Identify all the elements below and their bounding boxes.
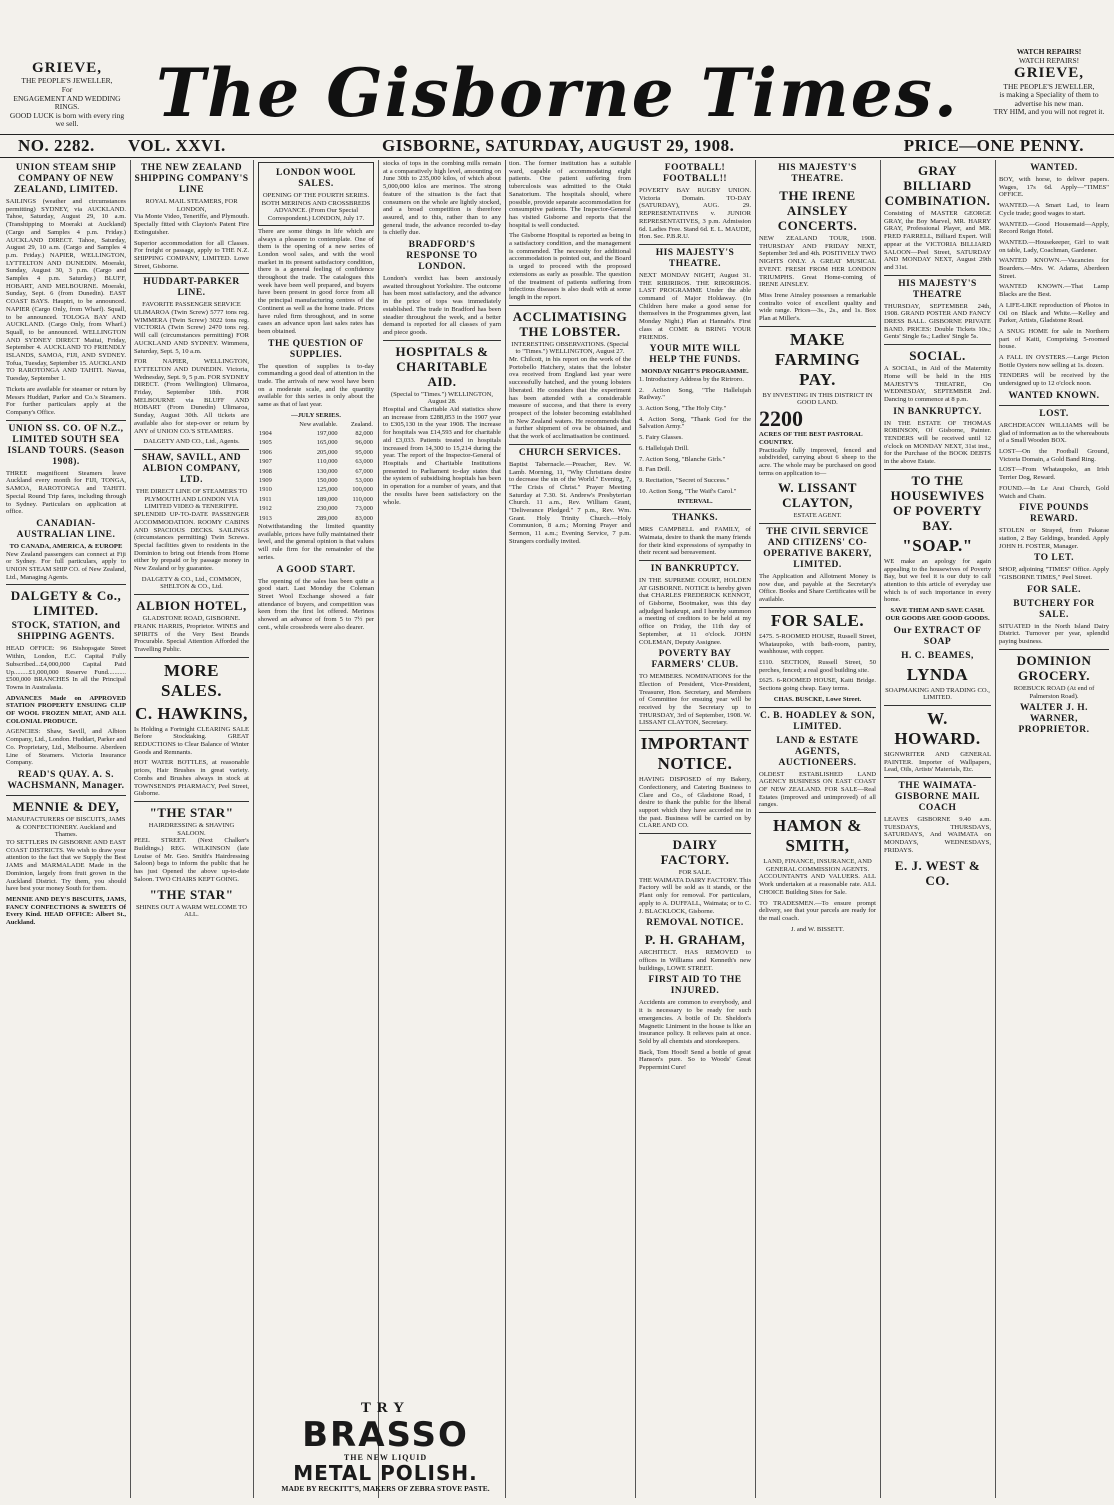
table-cell: 1904: [259, 429, 272, 437]
warner-signature: WALTER J. H. WARNER, PROPRIETOR.: [1018, 703, 1090, 736]
bankrupt-estate-heading: IN BANKRUPTCY.: [893, 406, 982, 417]
football-text: POVERTY BAY RUGBY UNION. Victoria Domain. TO-DAY (SATURDAY), AUG. 29. REPRESENTATIVES v. JUNIOR REPRESENTATIVES, 3 p.m. Admission 6d. Ladies Free. Stand 6d. E. L. MAUDE, Hon. Sec. P.B.R.U.: [639, 187, 751, 241]
left-ear-line2: For: [61, 84, 73, 94]
for-sale-heading-9: FOR SALE.: [1026, 584, 1082, 595]
advances-text: ADVANCES Made on APPROVED STATION PROPERTY ENSUING CLIP OF WOOL FROZEN MEAT, AND ALL COLONIAL PRODUCE.: [6, 694, 126, 725]
to-let-text: SHOP, adjoining "TIMES" Office. Apply "GISBORNE TIMES," Peel Street.: [999, 566, 1109, 582]
shaw-savill-agents: DALGETY & CO., Ltd., COMMON, SHELTON & CO., Ltd.: [141, 575, 242, 591]
lost-item: LOST—From Whataupoko, an Irish Terrier Dog, Reward.: [999, 466, 1109, 482]
canadian-line-text: New Zealand passengers can connect at Fiji or Sydney. For full particulars, apply to UNION STEAM SHIP CO. of New Zealand, Ltd., Managing Agents.: [6, 550, 126, 581]
supplies-heading: THE QUESTION OF SUPPLIES.: [268, 338, 364, 360]
extract-of-soap: Our EXTRACT OF SOAP: [893, 625, 982, 647]
table-cell: 130,000: [316, 467, 338, 475]
table-row: [258, 514, 374, 523]
volume-number: VOL. XXVI.: [128, 136, 226, 155]
albion-hotel-text: FRANK HARRIS, Proprietor. WINES and SPIRITS of the Very Best Brands Procurable. Special Attention Afforded the Travelling Public.: [134, 622, 249, 653]
brasso-reckitt: MADE BY RECKITT'S, MAKERS OF ZEBRA STOVE PASTE.: [281, 1484, 490, 1493]
wool-table-header: New available.: [299, 420, 338, 428]
peppermint-jingle: Back, Tom Hood! Send a bottle of great Hanson's pure. So to Woods' Great Peppermint Cure!: [639, 1048, 751, 1072]
wanted-known-heading: WANTED KNOWN.: [1008, 390, 1100, 401]
right-ear-name: GRIEVE,: [1014, 65, 1084, 82]
important-notice-heading: IMPORTANT NOTICE.: [640, 734, 750, 774]
make-farming-pay-heading: MAKE FARMING PAY.: [774, 329, 861, 389]
table-row: [258, 438, 374, 447]
newspaper-title: The Gisborne Times.: [156, 54, 959, 132]
programme-item: 2. Action Song, "The Hallelujah Railway.": [639, 386, 751, 402]
left-ear-line4: RINGS.: [54, 102, 80, 112]
hawkins-heading: C. HAWKINS,: [135, 703, 248, 723]
programme-heading: MONDAY NIGHT'S PROGRAMME.: [641, 368, 749, 376]
left-ear-line3: ENGAGEMENT AND WEDDING: [13, 93, 121, 103]
column-8: [884, 160, 991, 1500]
hospitals-continued-2: The Gisborne Hospital is reported as being in a satisfactory condition, and the management is commended. The necessity for additional accommodation is pointed out, and the Board is urged to proceed with the proposed extensions as early as possible. The question of the treatment of patients suffering from infectious diseases is also dealt with at some length in the report.: [509, 232, 631, 301]
clayton-sub: ESTATE AGENT.: [793, 512, 842, 520]
theatre-text: NEXT MONDAY NIGHT, August 31. THE RIRIRIROS. THE RIRORIROS. LAST PROGRAMME Under the able command of Major Holdaway. (In Children here make a good sense for themselves in the Programmes given, last Monday Night.) Plan at Hannah's. First class at COME & BRING YOUR FRIENDS.: [639, 271, 751, 341]
lynda-sub: SOAPMAKING AND TRADING CO., LIMITED.: [885, 686, 990, 702]
sale-item-3: £625. 6-ROOMED HOUSE, Kaiti Bridge. Sections going cheap. Easy terms.: [759, 677, 876, 693]
column-rule: [995, 160, 996, 1498]
reward-heading: FIVE POUNDS REWARD.: [1019, 503, 1089, 525]
right-ear-line2: is making a Speciality of them to advertise his new man.: [999, 90, 1099, 108]
lost-item: FOUND.—In Le Arai Church, Gold Watch and Chain.: [999, 484, 1109, 500]
table-cell: 110,000: [317, 458, 338, 466]
divider: [6, 795, 126, 796]
divider: [759, 607, 876, 608]
divider: [6, 420, 126, 421]
union-steam-heading: UNION STEAM SHIP COMPANY OF NEW ZEALAND, LIMITED.: [13, 163, 119, 195]
mennie-dey-tail: MENNIE AND DEY'S BISCUITS, JAMS, FANCY CONFECTIONS & SWEETS Of Every Kind. HEAD OFFICE: Albert St., Auckland.: [6, 896, 126, 927]
church-heading: CHURCH SERVICES.: [518, 447, 622, 458]
nz-shipping-tail: Superior accommodation for all Classes. For freight or passage, apply to THE N.Z. SHIPPING COMPANY, LIMITED. Lowe Street, Gisborne.: [134, 239, 249, 270]
column-9: [999, 160, 1109, 1500]
wool-sales-sub: OPENING OF THE FOURTH SERIES. BOTH MERINOS AND CROSSBREDS ADVANCE. (From Our Special Correspondent.) LONDON, July 17.: [261, 192, 371, 223]
thanks-text: MRS CAMPBELL and FAMILY, of Waimata, desire to thank the many friends for their kind expressions of sympathy in their recent sad bereavement.: [639, 526, 751, 557]
brasso-new-liquid: THE NEW LIQUID: [343, 1453, 428, 1462]
left-ear-name: GRIEVE,: [32, 60, 102, 76]
table-cell: 1905: [259, 439, 272, 447]
column-rule: [635, 160, 636, 1498]
canadian-line-sub: TO CANADA, AMERICA, & EUROPE: [9, 542, 123, 550]
table-cell: 1912: [259, 505, 272, 513]
table-cell: 110,000: [352, 495, 373, 503]
hamon-smith-sub: LAND, FINANCE, INSURANCE, AND GENERAL COMMISSION AGENTS.: [763, 858, 872, 873]
civil-service-text: The Application and Allotment Money is now due, and payable at the Secretary's Office. Books and Share Certificates will be available.: [759, 573, 876, 604]
column-6: [639, 160, 751, 1500]
irene-text-2: Miss Irene Ainsley possesses a remarkable contralto voice of excellent quality and wide range. Prices—3s., 2s., and 1s. Box Plan at Miller's.: [759, 291, 876, 323]
divider: [759, 707, 876, 708]
table-cell: 83,000: [355, 514, 373, 522]
issue-date: GISBORNE, SATURDAY, AUGUST 29, 1908.: [382, 136, 735, 155]
acres-text: ACRES OF THE BEST PASTORAL COUNTRY.: [759, 431, 863, 446]
brasso-metal-polish: METAL POLISH.: [293, 1461, 478, 1485]
shaw-savill-heading: SHAW, SAVILL, AND ALBION COMPANY, LTD.: [141, 452, 242, 485]
star-sub: HAIRDRESSING & SHAVING SALOON.: [148, 821, 235, 837]
lifelike-ad: A LIFE-LIKE reproduction of Photos in Oil on Black and White.—Kelley and Parker, Artists, Gladstone Road.: [999, 301, 1109, 325]
billiard-text: Consisting of MASTER GEORGE GRAY, the Boy Marvel, MR. HARRY GRAY, Professional Player, and MR. FRED FARRELL, Billiard Expert. Will appear at the VICTORIA BILLIARD SALOON—Peel Street, SATURDAY AND MONDAY NEXT, August 29th and 31st.: [884, 210, 991, 271]
programme-item: 9. Recitation, "Secret of Success.": [639, 476, 730, 484]
divider: [383, 340, 501, 341]
brasso-name: BRASSO: [302, 1415, 469, 1455]
issue-number: NO. 2282.: [18, 136, 95, 155]
removal-heading: REMOVAL NOTICE.: [646, 918, 744, 929]
good-start-heading: A GOOD START.: [276, 564, 356, 575]
mennie-dey-text: TO SETTLERS IN GISBORNE AND EAST COAST DISTRICTS. We wish to draw your attention to the fact that we Supply the Best JAMS and MARMALADE Made in the Dominion, largely from fruit grown in the Auckland District. Try them, you should have best your money South for them.: [6, 839, 126, 893]
wool-continued-text: stocks of tops in the combing mills remain at a comparatively high level, amounting on June 30th to 235,000 kilos, of which about 5,000,000 kilos are merinos. The strong feature of the situation is the fact that consumers on the whole are lightly stocked, and a broad competition is therefore assured, and to this, rather than to any general trade, the advance recorded to-day is chiefly due.: [383, 160, 501, 237]
table-cell: 63,000: [355, 458, 373, 466]
programme-item: 7. Action Song, "Blanche Girls.": [639, 455, 726, 463]
table-row: [258, 457, 374, 466]
table-cell: 150,000: [316, 477, 338, 485]
wool-sales-heading: LONDON WOOL SALES.: [275, 168, 356, 189]
column-5: [509, 160, 631, 1500]
table-cell: 1910: [259, 486, 272, 494]
divider: [639, 833, 751, 834]
mennie-dey-heading: MENNIE & DEY,: [12, 798, 120, 814]
dalgety-text: HEAD OFFICE: 96 Bishopsgate Street Within, London, E.C. Capital Fully Subscribed...£4,000,000 Capital Paid Up.........£1,000,000 Reserve Fund...........£500,000 BRANCHES In all the Principal Towns in Australasia.: [6, 645, 126, 691]
nz-shipping-text: Via Monte Video, Teneriffe, and Plymouth. Specially fitted with Clayton's Patent Fire Extinguisher.: [134, 213, 249, 236]
civil-service-heading: THE CIVIL SERVICE AND CITIZENS' CO-OPERATIVE BAKERY, LIMITED.: [763, 527, 872, 571]
good-start-text: The opening of the sales has been quite a good start. Last Monday the Coleman Street Wool Exchange showed a fair attendance of buyers, and competition was keen from the first lot offered. Merinos showed an advance of from 5 to 7½ per cent., while crossbreds were also dearer.: [258, 577, 374, 631]
shaw-savill-text: SPLENDID UP-TO-DATE PASSENGER ACCOMMODATION. ROOMY CABINS AND SPACIOUS DECKS. SAILINGS (circumstances permitting) Twin Screws. Special facilities given to residents in the Dominion to bring out friends from Home either by prepaid or by passage money in New Zealand or by guarantee.: [134, 511, 249, 573]
right-ear-advert: [990, 48, 1108, 117]
divider: [134, 594, 249, 595]
mennie-dey-sub: MANUFACTURERS OF BISCUITS, JAMS & CONFECTIONERY. Auckland and Thames.: [6, 815, 126, 839]
good-goods-slogan: OUR GOODS ARE GOOD GOODS.: [885, 614, 990, 622]
wool-sales-box: [258, 162, 374, 226]
west-heading: E. J. WEST & CO.: [894, 857, 981, 888]
table-cell: 1909: [259, 477, 272, 485]
divider: [884, 469, 991, 470]
first-aid-text: Accidents are common to everybody, and it is necessary to be ready for such emergencies. A bottle of Dr. Sheldon's Magnetic Liniment in the house is like an insurance policy. It relieves pain at once. Sold by all chemists and storekeepers.: [639, 999, 751, 1045]
irene-text: NEW ZEALAND TOUR, 1908. THURSDAY AND FRIDAY NEXT, September 3rd and 4th. POSITIVELY TWO NIGHTS ONLY. A GREAT MUSICAL EVENT. FRESH FROM HER LONDON TRIUMPHS. Great Home-coming of IRENE AINSLEY.: [759, 235, 876, 289]
dominion-grocery-heading: DOMINION GROCERY.: [1016, 652, 1092, 683]
dairy-factory-heading: DAIRY FACTORY.: [660, 837, 730, 868]
lost-item: LOST—On the Football Ground, Victoria Domain, a Gold Band Ring.: [999, 447, 1109, 463]
table-cell: 73,000: [355, 505, 373, 513]
buscke-signature: CHAS. BUSCKE, Lowe Street.: [773, 695, 862, 703]
sale-item-2: £110. SECTION, Russell Street, 50 perches, fenced; a real good building site.: [759, 658, 876, 674]
snug-home-ad: A SNUG HOME for sale in Northern part of Kaiti, Comprising 5-roomed house.: [999, 327, 1109, 351]
table-row: [258, 504, 374, 513]
tenders-ad: TENDERS will be received by the undersigned up to 12 o'clock noon.: [999, 372, 1109, 388]
hot-water-bottles: HOT WATER BOTTLES, at reasonable prices, Hair Brushes in great variety. Combs and Brushes always in stock at TOWNSEND'S PHARMACY, Peel Street, Gisborne.: [134, 759, 249, 798]
wanted-list: [999, 176, 1109, 299]
column-rule: [130, 160, 131, 1498]
divider: [884, 275, 991, 276]
stock-station-heading: STOCK, STATION, and SHIPPING AGENTS.: [11, 621, 121, 643]
right-ear-line1: THE PEOPLE'S JEWELLER,: [1003, 81, 1095, 91]
table-cell: 96,000: [355, 439, 373, 447]
wanted-heading: WANTED.: [1030, 163, 1078, 173]
divider: [509, 444, 631, 445]
table-cell: 1908: [259, 467, 272, 475]
divider: [6, 584, 126, 585]
divider: [134, 273, 249, 274]
dalgety-heading: DALGETY & Co., LIMITED.: [10, 588, 122, 619]
wool-table-header: [258, 420, 280, 429]
lynda-heading: LYNDA: [906, 664, 969, 684]
theatre-heading: HIS MAJESTY'S THEATRE.: [655, 247, 735, 269]
programme-item: 5. Fairy Glasses.: [639, 434, 683, 442]
column-2: [134, 160, 249, 1500]
lost-heading: LOST.: [1039, 408, 1069, 419]
table-cell: 53,000: [355, 477, 373, 485]
wool-sales-text: There are some things in life which are always a pleasure to contemplate. One of them is the opening of a new series of London wool sales, and with the wool market in its present satisfactory condition, there is a general feeling of confidence throughout the trade. The catalogues this week have been well prepared, and buyers have been present in good force from all the principal manufacturing centres of the Continent as well as the home trade. Prices have ruled firm throughout, and in some cases an advance upon last sales rates has been obtained.: [258, 227, 374, 335]
left-ear-advert: [8, 60, 126, 129]
table-cell: 100,000: [352, 486, 373, 494]
land-estate-text: OLDEST ESTABLISHED LAND AGENCY BUSINESS ON EAST COAST OF NEW ZEALAND. FOR SALE—Real Estates (improved and unimproved) of all ranges.: [759, 770, 876, 809]
irene-title: THE IRENE AINSLEY CONCERTS.: [777, 188, 858, 233]
union-steam-tickets: Tickets are available for steamer or return by Messrs Huddart, Parker and Co.'s Steamers. For further particulars apply at the Company's Office.: [6, 385, 126, 416]
agencies-text: AGENCIES: Shaw, Savill, and Albion Company, Ltd., London. Huddart, Parker and Co. Proprietary, Ltd., Melbourne. Aberdeen Line of Steamers. Victoria Insurance Company.: [6, 728, 126, 767]
bankruptcy-text: IN THE SUPREME COURT, HOLDEN AT GISBORNE. NOTICE is hereby given that CHARLES FREDERICK KENNOT, of Gisborne, Bootmaker, was this day adjudged bankrupt, and I hereby summon a meeting of creditors to be held at my office on Friday, the 11th day of September, at 11 o'clock. JOHN COLEMAN, Deputy Assignee.: [639, 576, 751, 646]
table-cell: 125,000: [316, 486, 338, 494]
left-ear-line5: GOOD LUCK is born with every ring we sell.: [9, 110, 125, 129]
interval-label: INTERVAL.: [677, 498, 713, 506]
brasso-try: TRY: [360, 1400, 411, 1416]
hospitals-heading: HOSPITALS & CHARITABLE AID.: [395, 343, 489, 389]
column-3: [258, 160, 374, 1395]
reward-text: STOLEN or Strayed, from Pakarae station, 2 Bay Geldings, branded. Apply JOHN H. FOSTER, Manager.: [999, 527, 1109, 550]
for-sale-heading: FOR SALE.: [770, 610, 865, 630]
hospitals-continued-1: tion. The former institution has a suitable ward, capable of accommodating eight patients. One patient suffering from tuberculosis was admitted to the Otaki Sanatorium. The hospitals should, where possible, provide separate accommodation for consumptive patients. The Inspector-General has visited Gisborne and reports that the hospital is well conducted.: [509, 160, 631, 229]
table-row: [258, 429, 374, 438]
butchery-text: SITUATED in the North Island Dairy District. Turnover per year, splendid paying business.: [999, 622, 1109, 646]
programme-item: 4. Action Song, "Thank God for the Salvation Army.": [639, 415, 751, 431]
wanted-item: WANTED.—Good Housemaid—Apply, Record Reign Hotel.: [999, 220, 1109, 236]
football-heading: FOOTBALL! FOOTBALL!!: [662, 163, 728, 184]
farmers-club-text: TO MEMBERS. NOMINATIONS for the Election of President, Vice-President, Treasurer, Hon. Secretary, and Members of Committee for ensuing year will be received by the Secretary up to THURSDAY, 3rd of September, 1908. W. LISSANT CLAYTON, Secretary.: [639, 673, 751, 727]
star-heading-repeat: "THE STAR": [149, 886, 234, 902]
lost-list: [999, 422, 1109, 500]
divider: [759, 812, 876, 813]
left-ear-line1: THE PEOPLE'S JEWELLER,: [21, 76, 113, 86]
divider: [134, 449, 249, 450]
divider: [999, 649, 1109, 650]
table-cell: 82,000: [355, 429, 373, 437]
wanted-item: WANTED KNOWN.—That Lamp Blacks are the Best.: [999, 283, 1109, 299]
huddart-text: ULIMAROA (Twin Screw) 5777 tons reg. WIMMERA (Twin Screw) 3022 tons reg. VICTORIA (Twin Screw) 2470 tons reg. Will call (circumstances permitting) FOR AUCKLAND AND SYDNEY. Wimmera, Saturday, Sept. 5, 10 a.m.: [134, 309, 249, 355]
divider: [639, 244, 751, 245]
column-7: [759, 160, 876, 1500]
theatre-ball-text: THURSDAY, SEPTEMBER 24th, 1908. GRAND POSTER AND FANCY DRESS BALL. GISBORNE PRIVATE BAND. PRICES: Double Tickets 10s.; Gents' Single 6s.; Ladies' Single 5s.: [884, 302, 991, 341]
wanted-item: WANTED KNOWN.—Vacancies for Boarders.—Mrs. W. Adams, Aberdeen Street.: [999, 257, 1109, 280]
help-funds-heading: YOUR MITE WILL HELP THE FUNDS.: [649, 344, 741, 366]
acres-detail: Practically fully improved, fenced and subdivided, carrying about 6 sheep to the acre. The whole may be purchased on good terms on application to—: [759, 446, 876, 477]
table-row: [258, 485, 374, 494]
graham-heading: P. H. GRAHAM,: [644, 932, 746, 948]
issue-price: PRICE—ONE PENNY.: [903, 136, 1084, 155]
sale-item-1: £475. 5-ROOMED HOUSE, Russell Street, Whataupoko, with bath-room, pantry, washhouse, with copper.: [759, 632, 876, 656]
to-let-heading: TO LET.: [1033, 553, 1075, 564]
bradford-heading: BRADFORD'S RESPONSE TO LONDON.: [406, 240, 478, 273]
first-aid-heading: FIRST AID TO THE INJURED.: [648, 975, 742, 997]
social-text: A SOCIAL, in Aid of the Maternity Home will be held in the HIS MAJESTY'S THEATRE, On WEDNESDAY, SEPTEMBER 2nd. Dancing to commence at 8 p.m.: [884, 365, 991, 403]
divider: [759, 326, 876, 327]
table-cell: 1913: [259, 514, 272, 522]
tradesmen-text: TO TRADESMEN.—To ensure prompt delivery, see that your parcels are ready for the mail coach.: [759, 899, 876, 922]
clayton-heading: W. LISSANT CLAYTON,: [778, 480, 857, 511]
divider: [639, 560, 751, 561]
table-cell: 165,000: [316, 439, 338, 447]
wool-table-header: Zealand.: [350, 420, 373, 428]
wanted-item: WANTED.—Housekeeper, Girl to wait on table, Lady, Coachman, Gardener.: [999, 238, 1109, 254]
graham-text: ARCHITECT. HAS REMOVED to offices in Williams and Kenneth's new buildings, LOWE STREET.: [639, 949, 751, 972]
hospitals-sub: (Special to "Times.") WELLINGTON, August 28.: [390, 390, 494, 406]
housewives-heading: TO THE HOUSEWIVES OF POVERTY BAY.: [890, 472, 985, 533]
union-steam-sailings: SAILINGS (weather and circumstances permitting) SYDNEY, via AUCKLAND. Tahoe, Saturday, August 29, 10 a.m. (Transhipping to Moeraki at Auckland) (Cargo and Samples 4 p.m. Friday.) AUCKLAND DIRECT. Tahoe, Saturday, August 29, 10 a.m. (Cargo and Samples 4 p.m. Friday.) NAPIER, WELLINGTON, LYTTELTON AND DUNEDIN. Moeraki, Sunday, August 30, 3 p.m. (Cargo and Samples 4 p.m. Saturday.) BLUFF, HOBART, AND MELBOURNE. Moeraki, Sunday, Sept. 6 (from Dunedin). EAST COAST BAYS. Hauptri, to be announced. NAPIER (Cargo Only, from Wharf). Squall, to be announced. TOLOGA BAY AND AUCKLAND. (Cargo Only, from Wharf.) Squall, to be announced. WELLINGTON AND SYDNEY DIRECT Maitai, Friday, September 4. AUCKLAND TO FRIENDLY ISLANDS, SAMOA, FIJI, AND SYDNEY. Tofua, Tuesday, September 15. AUCKLAND TO RAROTONGA AND TAHITI. Navua, Tuesday, September 1.: [6, 198, 126, 383]
table-cell: 197,000: [316, 429, 338, 437]
column-rule: [378, 160, 379, 1498]
dominion-grocery-sub: ROEBUCK ROAD (At end of Palmerston Road).: [1013, 684, 1095, 700]
star-footer: SHINES OUT A WARM WELCOME TO ALL.: [136, 903, 247, 919]
dalgety-agents: DALGETY AND CO., Ltd., Agents.: [143, 438, 240, 446]
theatre-ball-heading: HIS MAJESTY'S THEATRE: [898, 278, 977, 300]
table-row: [258, 448, 374, 457]
divider: [509, 305, 631, 306]
bankrupt-estate-text: IN THE ESTATE OF THOMAS ROBINSON, Of Gisborne, Painter. TENDERS will be received until 12 o'clock on MONDAY NEXT, 31st inst., for the Purchase of the BOOK DEBTS in the above Estate.: [884, 419, 991, 466]
hamon-smith-text: ACCOUNTANTS AND VALUERS. ALL Work undertaken at a reasonable rate. ALL CHOICE Building Sites for Sale.: [759, 873, 876, 896]
divider: [639, 730, 751, 731]
huddart-heading: HUDDART-PARKER LINE.: [143, 277, 240, 299]
table-cell: 95,000: [355, 448, 373, 456]
bissett-signature: J. and W. BISSETT.: [791, 925, 844, 933]
acres-number: 2200: [759, 406, 803, 432]
divider: [884, 705, 991, 706]
star-heading: "THE STAR": [149, 804, 234, 820]
farmers-club-heading: POVERTY BAY FARMERS' CLUB.: [651, 649, 739, 671]
table-row: [258, 476, 374, 485]
divider: [639, 509, 751, 510]
bradford-text: London's verdict has been anxiously awaited throughout Yorkshire. The outcome has been most satisfactory, and the advance in the price of tops was immediately established. The trade in Bradford has been steadier throughout the week, and a better demand is reported for all classes of yarn and piece goods.: [383, 275, 501, 336]
brasso-advert: [262, 1400, 509, 1500]
divider: [884, 344, 991, 345]
table-cell: 205,000: [316, 448, 338, 456]
hamon-smith-heading: HAMON & SMITH,: [773, 816, 862, 856]
irene-theatre-heading: HIS MAJESTY'S THEATRE.: [778, 163, 857, 184]
table-row: [258, 495, 374, 504]
island-tours-heading: UNION SS. CO. OF N.Z., LIMITED SOUTH SEA ISLAND TOURS. (Season 1908).: [7, 423, 125, 467]
canadian-line-heading: CANADIAN-AUSTRALIAN LINE.: [16, 518, 116, 540]
programme-list: [639, 376, 751, 495]
important-notice-text: HAVING DISPOSED of my Bakery, Confectionery, and Catering Business to Clare and Co., of Gladstone Road, I desire to thank the public for the liberal support which they have accorded me in the past. Business will be carried on by CLARE AND CO.: [639, 776, 751, 830]
napier-text: FOR NAPIER, WELLINGTON, LYTTELTON AND DUNEDIN. Victoria, Wednesday, Sept. 9, 5 p.m. FOR SYDNEY DIRECT. (From Wellington) Ulimaroa, Friday, September 18th. FOR MELBOURNE via BLUFF AND HOBART (From Dunedin) Ulimaroa, Sunday, August 30th. All tickets are available also for step-over or return by ANY of UNION CO.'S STEAMERS.: [134, 358, 249, 435]
lobster-text: Mr. Chilcott, in his report on the work of the Portobello Hatchery, states that the lobster ova received from England last year were successfully hatched, and the young lobsters liberated. He considers that the experiment has been attended with a considerable measure of success, and that there is every prospect of the lobster becoming established in New Zealand waters. He recommends that a further shipment of ova be obtained, and that the work of acclimatisation be continued.: [509, 356, 631, 441]
reads-quay: READ'S QUAY. A. S. WACHSMANN, Manager.: [7, 769, 125, 791]
column-rule: [755, 160, 756, 1498]
divider: [759, 523, 876, 524]
more-sales-heading: MORE SALES.: [160, 660, 223, 700]
programme-item: 10. Action Song, "The Waif's Carol.": [639, 487, 737, 495]
thanks-heading: THANKS.: [672, 513, 718, 524]
programme-item: 1. Introductory Address by the Ririroro.: [639, 375, 744, 383]
table-cell: 1906: [259, 448, 272, 456]
supplies-text: The question of supplies is to-day commanding a good deal of attention in the trade. The arrivals of new wool have been on a moderate scale, and the quantity available for this series is only about the same as that of last year.: [258, 362, 374, 409]
hoadley-heading: C. B. HOADLEY & SON, LIMITED.: [760, 710, 875, 732]
island-tours-text: THREE magnificent Steamers leave Auckland every month for FIJI, TONGA, SAMOA, RAROTONGA and TAHITI. Special Round Trip fares, including through to Sydney. Particulars on application at office.: [6, 469, 126, 516]
soap-text: WE make an apology for again appealing to the housewives of Poverty Bay, but we feel it is our duty to call attention to this article of everyday use which is of such importance in every home.: [884, 557, 991, 604]
right-ear-line3: TRY HIM, and you will not regret it.: [993, 107, 1105, 117]
lobster-sub: INTERESTING OBSERVATIONS. (Special to "Times.") WELLINGTON, August 27.: [511, 340, 629, 356]
save-cash-slogan: SAVE THEM AND SAVE CASH.: [890, 607, 985, 615]
column-rule: [253, 160, 254, 1498]
table-cell: 1911: [259, 495, 272, 503]
table-row: [258, 467, 374, 476]
table-cell: 67,000: [355, 467, 373, 475]
divider: [134, 801, 249, 802]
oysters-ad: A FALL IN OYSTERS.—Large Picton Bottle Oysters now selling at 1s. dozen.: [999, 354, 1109, 369]
soap-heading: "SOAP.": [902, 535, 973, 555]
shaw-savill-sub: THE DIRECT LINE OF STEAMERS TO PLYMOUTH AND LONDON VIA LIMITED VIDEO & TENERIFFE.: [135, 487, 248, 511]
divider: [884, 777, 991, 778]
july-series-heading: —JULY SERIES.: [291, 411, 341, 419]
nz-shipping-sub: ROYAL MAIL STEAMERS, FOR LONDON,: [145, 198, 238, 213]
mail-coach-heading: THE WAIMATA-GISBORNE MAIL COACH: [895, 781, 980, 814]
wanted-item: WANTED.—A Smart Lad, to learn Cycle trade; good wages to start.: [999, 202, 1109, 217]
social-heading: SOCIAL.: [909, 348, 966, 364]
programme-item: 3. Action Song, "The Holy City.": [639, 405, 727, 413]
column-4: [383, 160, 501, 1395]
make-farming-pay-sub: BY INVESTING IN THIS DISTRICT IN GOOD LAND.: [762, 391, 873, 407]
programme-item: 8. Fan Drill.: [639, 466, 672, 474]
table-cell: 1907: [259, 458, 272, 466]
howard-text: SIGNWRITER AND GENERAL PAINTER. Importer of Wallpapers, Lead, Oils, Artists' Materials, Etc.: [884, 750, 991, 774]
albion-hotel-sub: GLADSTONE ROAD, GISBORNE.: [142, 615, 241, 623]
lobster-heading: ACCLIMATISING THE LOBSTER.: [512, 308, 628, 339]
lost-item: ARCHDEACON WILLIAMS will be glad of information as to the whereabouts of a Small Wooden BOX.: [999, 421, 1109, 445]
table-tail-text: Notwithstanding the limited quantity available, prices have fully maintained their level, and the general opinion is that values will rule firm for the remainder of the series.: [258, 523, 374, 561]
albion-hotel-heading: ALBION HOTEL,: [136, 598, 247, 614]
table-cell: 189,000: [316, 495, 338, 503]
table-cell: 289,000: [316, 514, 338, 522]
beames-signature: H. C. BEAMES,: [901, 650, 974, 661]
nz-shipping-heading: THE NEW ZEALAND SHIPPING COMPANY'S LINE: [134, 163, 249, 195]
billiard-heading: GRAY BILLIARD COMBINATION.: [884, 163, 991, 208]
dateline: [0, 134, 1114, 158]
hospitals-text: Hospital and Charitable Aid statistics show an increase from £288,853 in the 1907 year to £305,130 in the year 1908. The increase for hospitals was £14,593 and for charitable aid £3,033. Patients treated in hospitals increased from 14,300 to 15,214 during the year. The report of the Inspector-General of Hospitals and Charitable Institutions presented to Parliament to-day states that the system of subsidising hospitals has been in operation for a number of years, and that the results have been satisfactory on the whole.: [383, 406, 501, 506]
column-rule: [880, 160, 881, 1498]
wool-supply-table: [258, 420, 374, 523]
butchery-heading: BUTCHERY FOR SALE.: [1013, 598, 1095, 620]
programme-item: 6. Hallelujah Drill.: [639, 444, 689, 452]
hawkins-text: Is Holding a Fortnight CLEARING SALE Before Stocktaking. GREAT REDUCTIONS to Clear Balance of Winter Goods and Remnants.: [134, 725, 249, 756]
divider: [999, 405, 1109, 406]
land-estate-heading: LAND & ESTATE AGENTS, AUCTIONEERS.: [776, 735, 859, 768]
right-ear-head1: WATCH REPAIRS!: [1016, 47, 1082, 56]
right-ear-head2: WATCH REPAIRS!: [1018, 55, 1080, 65]
masthead: [0, 0, 1114, 130]
church-text: Baptist Tabernacle.—Preacher, Rev. W. Lamb. Morning, 11, "Why Christians desire to decrease the sin of the World." Evening, 7, "The Crisis of Christ." Prayer Meeting Saturday at 7.30. St. Andrew's Presbyterian Church. 11 a.m., Rev. William Grant, "Deliverance Pledged." 7 p.m., Rev. Wm. Grant. Holy Trinity Church.—Holy Communion, 8 a.m.; Morning Prayer and Sermon, 11 a.m.; Evening Service, 7 p.m. Strangers cordially invited.: [509, 460, 631, 545]
mail-coach-text: LEAVES GISBORNE 9.40 a.m. TUESDAYS, THURSDAYS, SATURDAYS, And WAIMATA on MONDAYS, WEDNESDAYS, FRIDAYS.: [884, 816, 991, 854]
wanted-item: BOY, with horse, to deliver papers. Wages, 17s 6d. Apply—"TIMES" OFFICE.: [999, 176, 1109, 199]
howard-heading: W. HOWARD.: [894, 708, 981, 748]
column-1: [6, 160, 126, 1500]
huddart-sub: FAVORITE PASSENGER SERVICE: [142, 301, 241, 309]
table-cell: 230,000: [316, 505, 338, 513]
star-text: PEEL STREET. (Next Chalker's Buildings.) REG. WILKINSON (late Louise of Mr. Geo. Smith's Hairdressing Saloon) begs to inform the public that he has just Opened the above up-to-date Saloon. TWO CHAIRS KEPT GOING.: [134, 837, 249, 883]
dairy-factory-sub: FOR SALE.: [678, 869, 712, 877]
dairy-factory-text: THE WAIMATA DAIRY FACTORY. This Factory will be sold as it stands, or the Plant only for removal. For particulars, apply to A. DUFFALL, Waimata; or to C. J. BLACKLOCK, Gisborne.: [639, 876, 751, 915]
divider: [134, 657, 249, 658]
bankruptcy-heading: IN BANKRUPTCY.: [650, 563, 740, 574]
column-rule: [505, 160, 506, 1498]
